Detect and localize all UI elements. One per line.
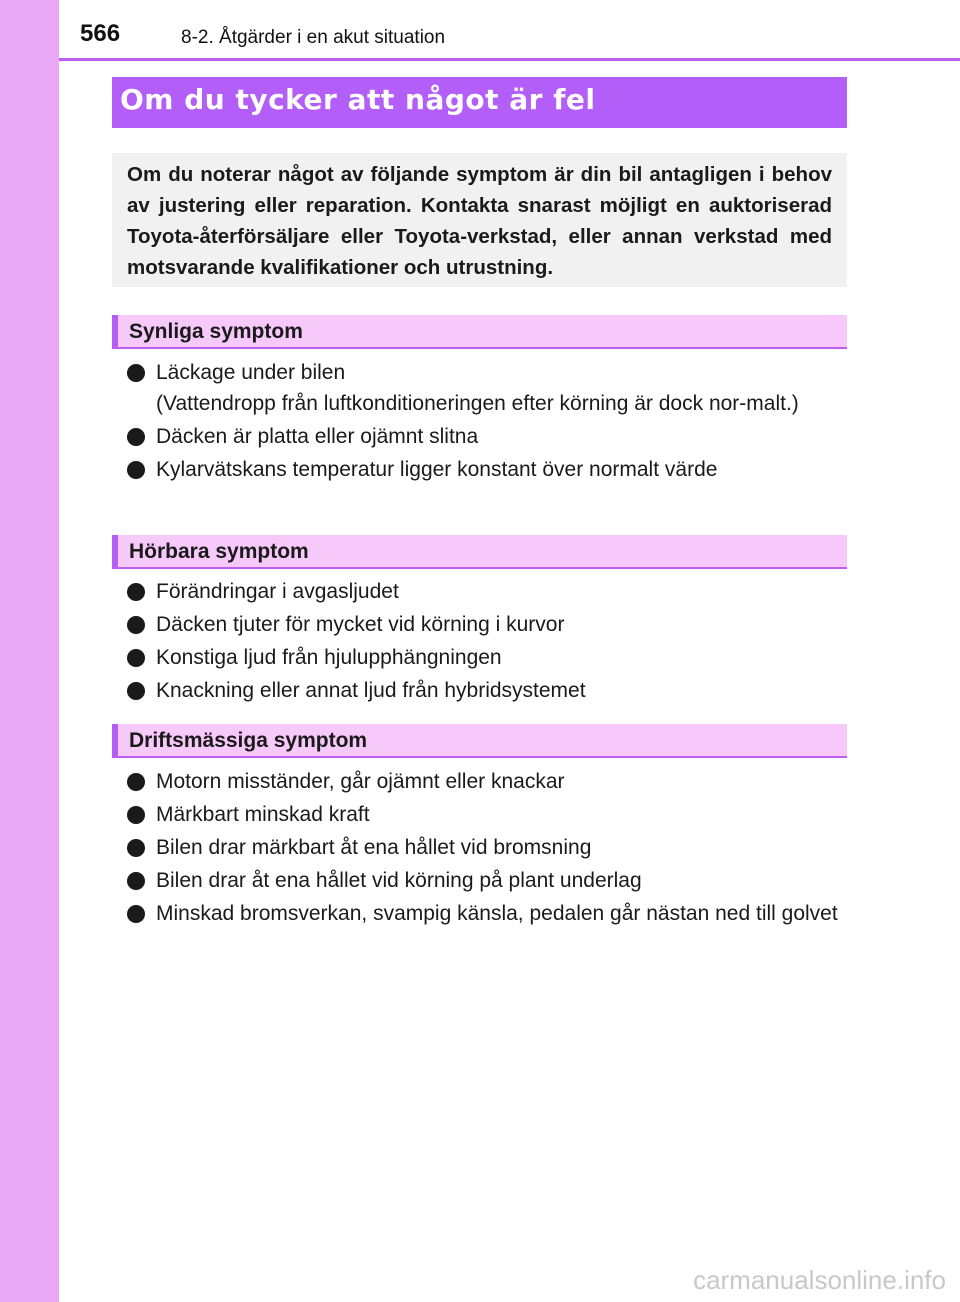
bullet-icon (127, 806, 145, 824)
list-item-text: Bilen drar märkbart åt ena hållet vid bromsning (156, 836, 592, 859)
page-number: 566 (80, 20, 121, 47)
section-header-operational (112, 724, 847, 758)
intro-box (112, 153, 847, 287)
list-item-text: Knackning eller annat ljud från hybridsystemet (156, 679, 586, 702)
section-title: Hörbara symptom (129, 540, 309, 563)
list-item-text: Motorn misständer, går ojämnt eller knackar (156, 770, 565, 793)
operational-symptom-list (127, 766, 842, 931)
section-header-visible (112, 315, 847, 349)
intro-text: Om du noterar något av följande symptom är din bil antagligen i behov av justering eller reparation. Kontakta snarast möjligt en auktoriserad Toyota-återförsäljare eller Toyota-verkstad, eller annan verkstad med motsvarande kvalifikationer och utrustning. (127, 163, 832, 279)
bullet-icon (127, 428, 145, 446)
chapter-title: 8-2. Åtgärder i en akut situation (181, 27, 446, 48)
side-band (0, 0, 59, 1302)
list-item-text: Minskad bromsverkan, svampig känsla, pedalen går nästan ned till golvet (156, 902, 838, 925)
list-item (127, 421, 842, 452)
list-item-text: Kylarvätskans temperatur ligger konstant över normalt värde (156, 458, 718, 481)
list-item-text: Däcken tjuter för mycket vid körning i kurvor (156, 613, 565, 636)
bullet-icon (127, 773, 145, 791)
bullet-icon (127, 649, 145, 667)
list-item (127, 766, 842, 797)
list-item-text: Förändringar i avgasljudet (156, 580, 399, 603)
bullet-icon (127, 839, 145, 857)
list-item-text: Märkbart minskad kraft (156, 803, 370, 826)
section-header-audible (112, 535, 847, 569)
bullet-icon (127, 616, 145, 634)
visible-symptom-list (127, 357, 842, 487)
bullet-icon (127, 583, 145, 601)
list-item-text: Konstiga ljud från hjulupphängningen (156, 646, 502, 669)
section-title: Driftsmässiga symptom (129, 729, 368, 752)
audible-symptom-list (127, 576, 842, 708)
header-rule (59, 58, 960, 61)
list-item (127, 609, 842, 640)
list-item (127, 642, 842, 673)
bullet-icon (127, 461, 145, 479)
bullet-icon (127, 872, 145, 890)
watermark: carmanualsonline.info (693, 1265, 946, 1295)
main-title: Om du tycker att något är fel (120, 83, 596, 116)
list-item (127, 898, 842, 929)
section-title: Synliga symptom (129, 320, 303, 343)
main-title-bar (112, 77, 847, 128)
list-item (127, 454, 842, 485)
list-item (127, 799, 842, 830)
list-item (127, 576, 842, 607)
list-item (127, 832, 842, 863)
list-item-text: Läckage under bilen (156, 361, 346, 384)
bullet-icon (127, 364, 145, 382)
list-item-text: Däcken är platta eller ojämnt slitna (156, 425, 479, 448)
bullet-icon (127, 905, 145, 923)
list-item (127, 357, 842, 419)
list-item (127, 865, 842, 896)
list-item (127, 675, 842, 706)
list-item-note: (Vattendropp från luftkonditioneringen efter körning är dock nor-malt.) (156, 392, 799, 415)
list-item-text: Bilen drar åt ena hållet vid körning på plant underlag (156, 869, 642, 892)
bullet-icon (127, 682, 145, 700)
